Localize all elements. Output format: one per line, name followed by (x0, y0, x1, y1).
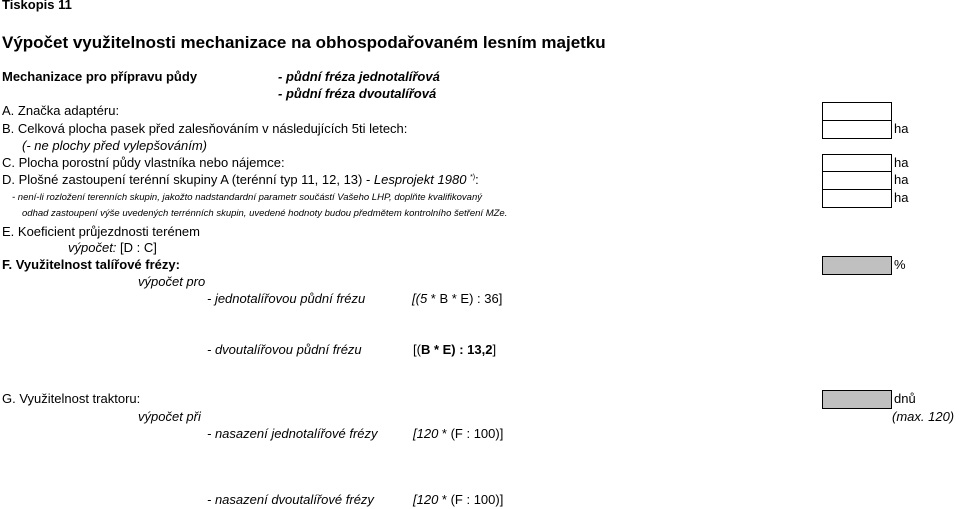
row-g-formula-double-c: )] (495, 492, 504, 507)
row-d-estimate-unit: ha (894, 190, 909, 205)
row-f-unit: % (894, 257, 906, 272)
row-e-calc-prefix: výpočet: (68, 240, 121, 255)
row-f-formula-single-b: * B * E) : 36 (430, 291, 499, 306)
row-d-label-main: D. Plošné zastoupení terénní skupiny A (terénní typ 11, 12, 13) - (2, 172, 374, 187)
row-g-calc-at: výpočet při (138, 409, 201, 424)
row-f-formula-single (412, 292, 502, 305)
row-d-footnote-mark: *) (470, 174, 476, 181)
row-d-input[interactable] (822, 171, 892, 190)
row-f-formula-double-c: ] (492, 342, 497, 357)
row-b-input[interactable] (822, 120, 892, 139)
mechanization-option-double: - půdní fréza dvoutalířová (278, 86, 437, 101)
row-d-note-1: - není-li rozložení terenních skupin, jakožto nadstandardní parametr součástí Vašeho LHP, doplňte kvalifikovaný (12, 192, 482, 203)
row-e-calc (68, 241, 157, 254)
row-g-label: G. Využitelnost traktoru: (2, 391, 141, 406)
row-f-calc-for: výpočet pro (138, 274, 206, 289)
row-e-calc-formula: [D : C] (120, 240, 157, 255)
row-a-label: A. Značka adaptéru: (2, 103, 120, 118)
row-g-mode-single: - nasazení jednotalířové frézy (207, 426, 378, 441)
row-b-unit: ha (894, 121, 909, 136)
row-g-formula-single-b: * (F : 100 (441, 426, 496, 441)
row-b-label: B. Celková plocha pasek před zalesňováním v následujících 5ti letech: (2, 121, 408, 136)
row-f-formula-single-a: [(5 (412, 291, 431, 306)
row-g-result (822, 390, 892, 409)
row-g-formula-single-a: [120 (413, 426, 442, 441)
row-g-formula-single (413, 427, 503, 440)
row-g-formula-single-c: )] (495, 426, 504, 441)
row-d-label-end: : (475, 172, 479, 187)
row-d-estimate-input[interactable] (822, 189, 892, 208)
mechanization-label: Mechanizace pro přípravu půdy (2, 69, 198, 84)
row-g-formula-double (413, 493, 503, 506)
row-f-mode-single: - jednotalířovou půdní frézu (207, 291, 366, 306)
row-f-formula-double (413, 343, 496, 356)
row-f-label: F. Využitelnost talířové frézy: (2, 257, 180, 272)
row-g-formula-double-a: [120 (413, 492, 442, 507)
row-f-mode-double: - dvoutalířovou půdní frézu (207, 342, 362, 357)
row-g-max-note: (max. 120) (892, 409, 955, 424)
row-d-label-source: Lesprojekt 1980 (373, 172, 467, 187)
row-f-formula-double-a: [( (413, 342, 421, 357)
row-d-label (2, 173, 479, 186)
row-c-label: C. Plocha porostní půdy vlastníka nebo nájemce: (2, 155, 285, 170)
row-d-note-2: odhad zastoupení výše uvedených terrénních skupin, uvedené hodnoty budou předmětem kontrolního šetření MZe. (22, 208, 508, 219)
row-d-unit: ha (894, 172, 909, 187)
row-e-label: E. Koeficient průjezdnosti terénem (2, 224, 200, 239)
row-g-formula-double-b: * (F : 100 (441, 492, 496, 507)
row-c-unit: ha (894, 155, 909, 170)
row-g-unit: dnů (894, 391, 916, 406)
row-f-formula-double-b: B * E) : 13,2 (420, 342, 493, 357)
row-b-note: (- ne plochy před vylepšováním) (22, 138, 207, 153)
row-f-result (822, 256, 892, 275)
mechanization-option-single: - půdní fréza jednotalířová (278, 69, 440, 84)
row-g-mode-double: - nasazení dvoutalířové frézy (207, 492, 374, 507)
attachment-label: Tiskopis 11 (2, 0, 72, 12)
row-a-input[interactable] (822, 102, 892, 121)
row-f-formula-single-c: ] (498, 291, 503, 306)
page-title: Výpočet využitelnosti mechanizace na obhospodařovaném lesním majetku (2, 33, 606, 52)
